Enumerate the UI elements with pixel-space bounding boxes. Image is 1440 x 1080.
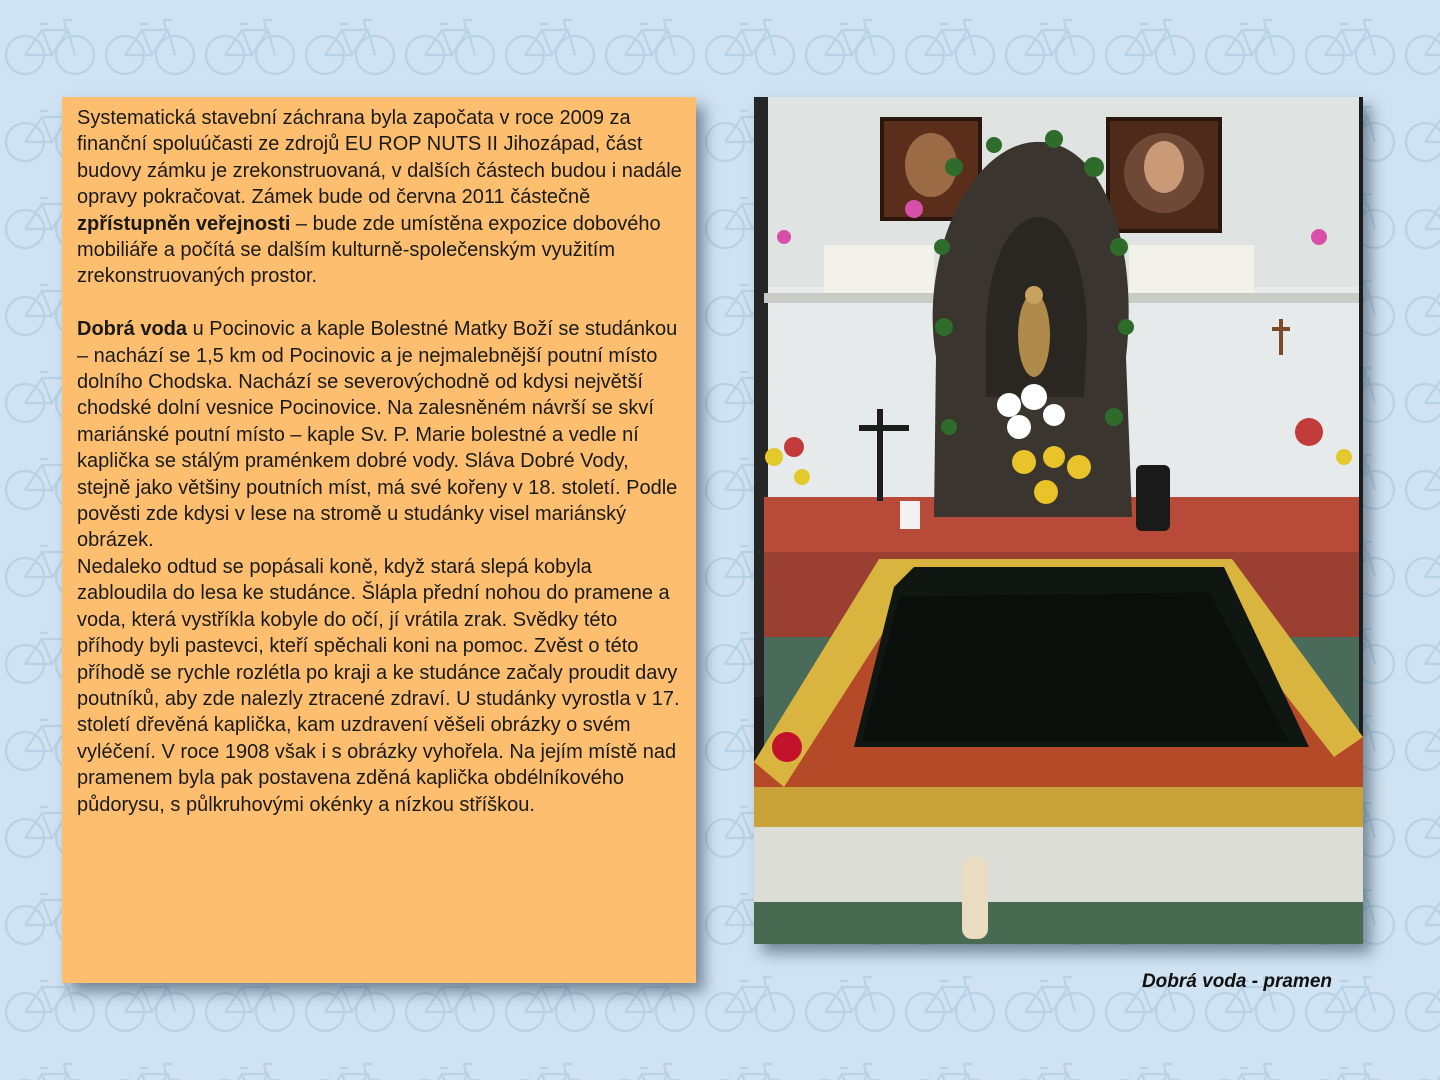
paragraph-dobra-voda: Dobrá voda u Pocinovic a kaple Bolestné Matky Boží se studánkou – nachází se 1,5 km od Pocinovic a je nejmalebnější poutní místo dolního Chodska. Nachází se severovýchodně od kdysi největší chodské dolní vesnice Pocinovice. Na zalesněném návrší se skví mariánské poutní místo – kaple Sv. P. Marie bolestné a vedle ní kaplička se stálým praménkem dobré vody. Sláva Dobré Vody, stejně jako většiny poutních míst, má své kořeny v 18. století. Podle pověsti zde kdysi v lese na stromě u studánky visel mariánský obrázek. — [77, 318, 678, 552]
bold-dobra-voda: Dobrá voda — [77, 318, 188, 341]
bold-public-access: zpřístupněn veřejnosti — [77, 212, 291, 235]
photo-caption: Dobrá voda - pramen — [1141, 971, 1332, 992]
paragraph-legend: Nedaleko odtud se popásali koně, když stará slepá kobyla zabloudila do lesa ke studánce. Šlápla přední nohou do pramene a voda, která vystříkla kobyle do očí, jí vrátila zrak. Svědky této příhody byli pastevci, kteří spěchali koni na pomoc. Zvěst o této příhodě se rychle rozlétla po kraji a ke studánce začaly proudit davy poutníků, aby zde nalezly ztracené zdraví. U studánky vyrostla v 17. století dřevěná kaplička, kam uzdravení věšeli obrázky o svém vyléčení. V roce 1908 však i s obrázky vyhořela. Na jejím místě nad pramenem byla pak postavena zděná kaplička obdélníkového půdorysu, s půlkruhovými okénky a nízkou stříškou. — [77, 555, 680, 816]
paragraph-restoration: Systematická stavební záchrana byla započata v roce 2009 za finanční spoluúčasti ze zdrojů EU ROP NUTS II Jihozápad, část budovy zámku je zrekonstruovaná, v dalších částech budou i nadále opravy pokračovat. Zámek bude od června 2011 částečně zpřístupněn veřejnosti – bude zde umístěna expozice dobového mobiliáře a počítá se dalším kulturně-společenským využitím zrekonstruovaných prostor. — [77, 107, 682, 288]
text-panel — [62, 97, 696, 983]
photo-dobra-voda-spring — [754, 97, 1363, 944]
